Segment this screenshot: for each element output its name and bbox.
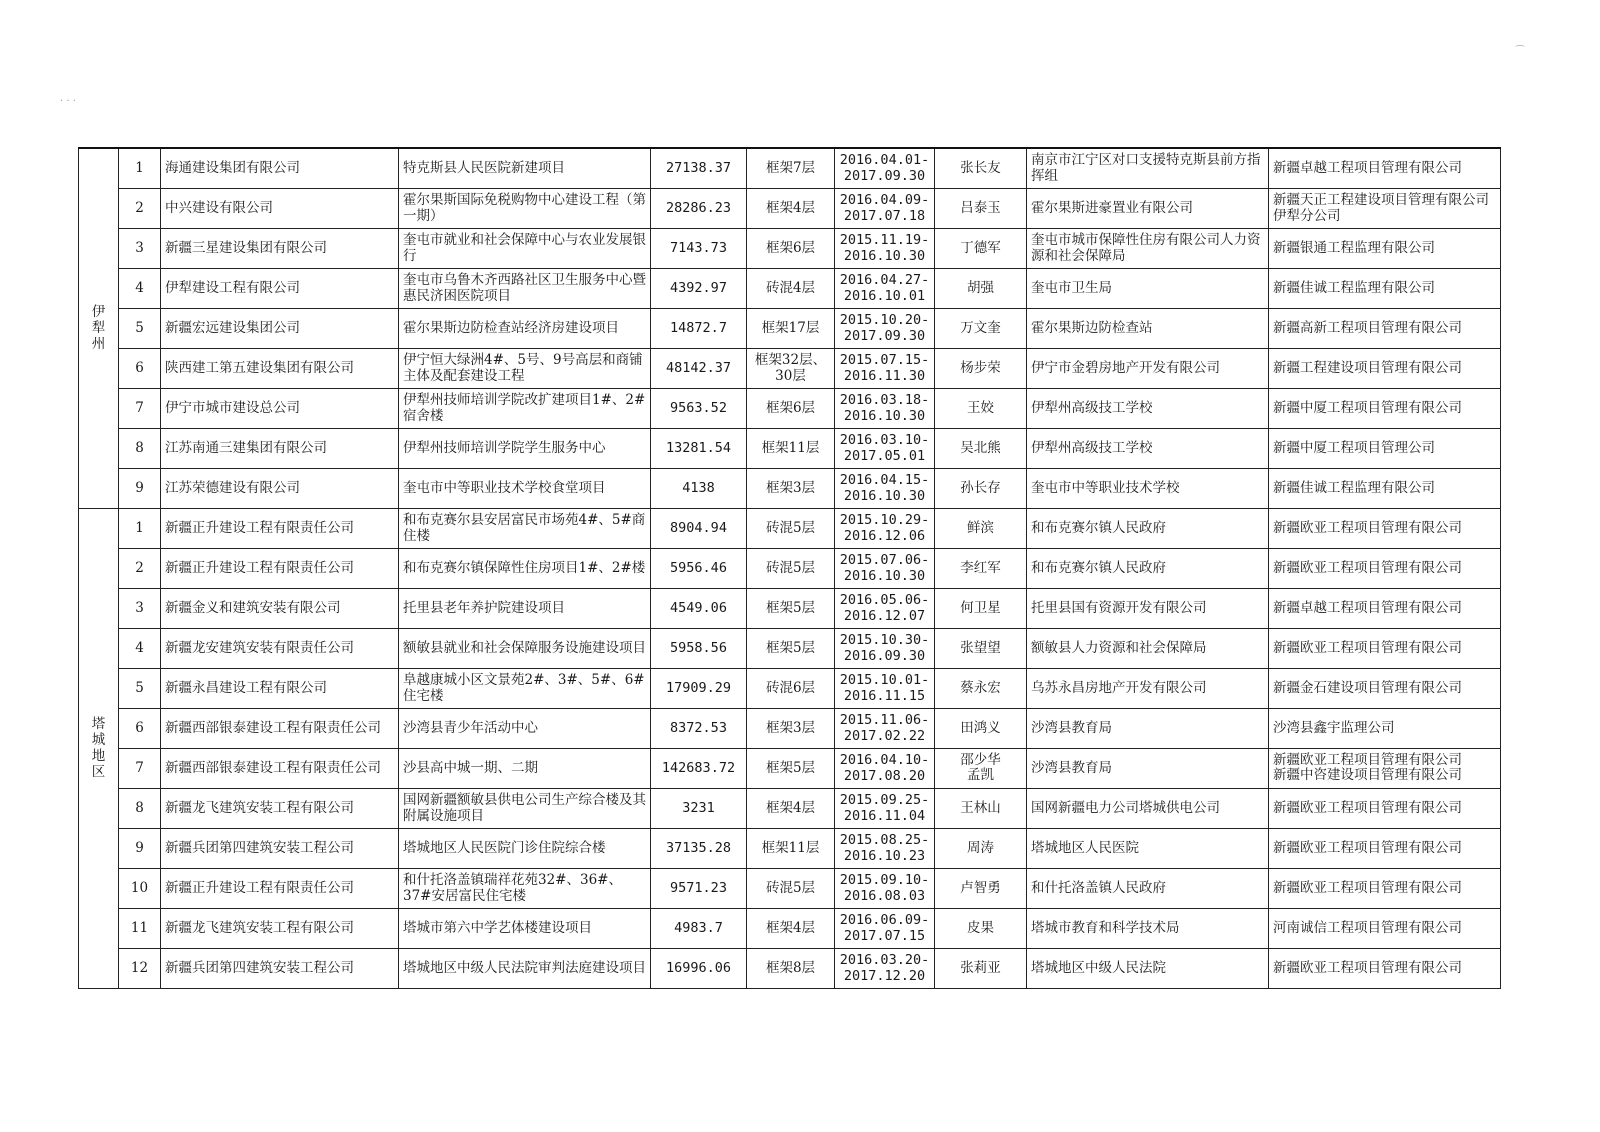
period-cell: 2016.04.15- 2016.10.30	[835, 468, 935, 508]
period-cell: 2015.10.01- 2016.11.15	[835, 668, 935, 708]
manager-cell: 吴北熊	[935, 428, 1027, 468]
structure-cell: 框架32层、30层	[747, 348, 835, 388]
contractor-cell: 新疆龙飞建筑安装工程有限公司	[161, 908, 399, 948]
area-cell: 8372.53	[651, 708, 747, 748]
area-cell: 28286.23	[651, 188, 747, 228]
structure-cell: 框架5层	[747, 628, 835, 668]
table-row	[79, 468, 1501, 508]
owner-cell: 和布克赛尔镇人民政府	[1027, 548, 1269, 588]
structure-cell: 砖混4层	[747, 268, 835, 308]
row-number: 2	[119, 188, 161, 228]
project-cell: 伊宁恒大绿洲4#、5号、9号高层和商铺主体及配套建设工程	[399, 348, 651, 388]
row-number: 3	[119, 228, 161, 268]
structure-cell: 框架17层	[747, 308, 835, 348]
period-cell: 2016.06.09- 2017.07.15	[835, 908, 935, 948]
row-number: 7	[119, 748, 161, 788]
manager-cell: 邵少华 孟凯	[935, 748, 1027, 788]
owner-cell: 托里县国有资源开发有限公司	[1027, 588, 1269, 628]
period-cell: 2016.03.18- 2016.10.30	[835, 388, 935, 428]
owner-cell: 额敏县人力资源和社会保障局	[1027, 628, 1269, 668]
owner-cell: 沙湾县教育局	[1027, 748, 1269, 788]
region-cell	[79, 148, 119, 508]
supervisor-cell: 新疆欧亚工程项目管理有限公司 新疆中咨建设项目管理有限公司	[1269, 748, 1501, 788]
supervisor-cell: 新疆欧亚工程项目管理有限公司	[1269, 948, 1501, 988]
project-cell: 奎屯市就业和社会保障中心与农业发展银行	[399, 228, 651, 268]
manager-cell: 王林山	[935, 788, 1027, 828]
table-row	[79, 548, 1501, 588]
structure-cell: 框架11层	[747, 428, 835, 468]
supervisor-cell: 新疆佳诚工程监理有限公司	[1269, 268, 1501, 308]
area-cell: 14872.7	[651, 308, 747, 348]
project-cell: 塔城市第六中学艺体楼建设项目	[399, 908, 651, 948]
period-cell: 2015.07.15- 2016.11.30	[835, 348, 935, 388]
owner-cell: 奎屯市城市保障性住房有限公司人力资源和社会保障局	[1027, 228, 1269, 268]
supervisor-cell: 新疆欧亚工程项目管理有限公司	[1269, 508, 1501, 548]
manager-cell: 蔡永宏	[935, 668, 1027, 708]
supervisor-cell: 新疆卓越工程项目管理有限公司	[1269, 148, 1501, 188]
row-number: 9	[119, 828, 161, 868]
region-label: 塔城地区	[91, 716, 106, 780]
area-cell: 3231	[651, 788, 747, 828]
table-row	[79, 588, 1501, 628]
project-cell: 塔城地区人民医院门诊住院综合楼	[399, 828, 651, 868]
structure-cell: 框架4层	[747, 188, 835, 228]
area-cell: 9563.52	[651, 388, 747, 428]
contractor-cell: 中兴建设有限公司	[161, 188, 399, 228]
area-cell: 5958.56	[651, 628, 747, 668]
supervisor-cell: 新疆佳诚工程监理有限公司	[1269, 468, 1501, 508]
table-row	[79, 708, 1501, 748]
owner-cell: 伊犁州高级技工学校	[1027, 388, 1269, 428]
contractor-cell: 新疆龙飞建筑安装工程有限公司	[161, 788, 399, 828]
period-cell: 2015.09.25- 2016.11.04	[835, 788, 935, 828]
table-row	[79, 788, 1501, 828]
manager-cell: 张长友	[935, 148, 1027, 188]
project-cell: 霍尔果斯国际免税购物中心建设工程（第一期）	[399, 188, 651, 228]
structure-cell: 框架5层	[747, 588, 835, 628]
structure-cell: 砖混5层	[747, 868, 835, 908]
contractor-cell: 新疆正升建设工程有限责任公司	[161, 548, 399, 588]
area-cell: 13281.54	[651, 428, 747, 468]
area-cell: 37135.28	[651, 828, 747, 868]
project-cell: 和布克赛尔镇保障性住房项目1#、2#楼	[399, 548, 651, 588]
area-cell: 4392.97	[651, 268, 747, 308]
contractor-cell: 新疆金义和建筑安装有限公司	[161, 588, 399, 628]
manager-cell: 王姣	[935, 388, 1027, 428]
area-cell: 17909.29	[651, 668, 747, 708]
project-cell: 和什托洛盖镇瑞祥花苑32#、36#、37#安居富民住宅楼	[399, 868, 651, 908]
row-number: 1	[119, 148, 161, 188]
scan-speck-top-right: ⌒	[1515, 46, 1525, 57]
project-cell: 托里县老年养护院建设项目	[399, 588, 651, 628]
supervisor-cell: 新疆中厦工程项目管理有限公司	[1269, 388, 1501, 428]
period-cell: 2015.07.06- 2016.10.30	[835, 548, 935, 588]
row-number: 12	[119, 948, 161, 988]
structure-cell: 框架5层	[747, 748, 835, 788]
project-cell: 额敏县就业和社会保障服务设施建设项目	[399, 628, 651, 668]
contractor-cell: 新疆龙安建筑安装有限责任公司	[161, 628, 399, 668]
scan-speck-top-left: · · ·	[60, 96, 76, 107]
row-number: 10	[119, 868, 161, 908]
area-cell: 5956.46	[651, 548, 747, 588]
area-cell: 142683.72	[651, 748, 747, 788]
owner-cell: 沙湾县教育局	[1027, 708, 1269, 748]
manager-cell: 卢智勇	[935, 868, 1027, 908]
project-cell: 伊犁州技师培训学院学生服务中心	[399, 428, 651, 468]
supervisor-cell: 新疆天正工程建设项目管理有限公司伊犁分公司	[1269, 188, 1501, 228]
owner-cell: 和什托洛盖镇人民政府	[1027, 868, 1269, 908]
owner-cell: 伊犁州高级技工学校	[1027, 428, 1269, 468]
table-row	[79, 748, 1501, 788]
contractor-cell: 新疆西部银泰建设工程有限责任公司	[161, 748, 399, 788]
region-cell	[79, 508, 119, 988]
manager-cell: 胡强	[935, 268, 1027, 308]
project-cell: 和布克赛尔县安居富民市场苑4#、5#商住楼	[399, 508, 651, 548]
structure-cell: 框架6层	[747, 228, 835, 268]
period-cell: 2016.04.10- 2017.08.20	[835, 748, 935, 788]
owner-cell: 塔城地区人民医院	[1027, 828, 1269, 868]
supervisor-cell: 新疆卓越工程项目管理有限公司	[1269, 588, 1501, 628]
contractor-cell: 伊宁市城市建设总公司	[161, 388, 399, 428]
contractor-cell: 新疆西部银泰建设工程有限责任公司	[161, 708, 399, 748]
structure-cell: 砖混6层	[747, 668, 835, 708]
contractor-cell: 新疆兵团第四建筑安装工程公司	[161, 948, 399, 988]
supervisor-cell: 新疆中厦工程项目管理公司	[1269, 428, 1501, 468]
row-number: 5	[119, 308, 161, 348]
period-cell: 2015.11.06- 2017.02.22	[835, 708, 935, 748]
project-cell: 奎屯市中等职业技术学校食堂项目	[399, 468, 651, 508]
structure-cell: 框架6层	[747, 388, 835, 428]
supervisor-cell: 新疆金石建设项目管理有限公司	[1269, 668, 1501, 708]
area-cell: 4983.7	[651, 908, 747, 948]
project-cell: 阜越康城小区文景苑2#、3#、5#、6#住宅楼	[399, 668, 651, 708]
manager-cell: 田鸿义	[935, 708, 1027, 748]
owner-cell: 奎屯市卫生局	[1027, 268, 1269, 308]
area-cell: 9571.23	[651, 868, 747, 908]
period-cell: 2016.04.09- 2017.07.18	[835, 188, 935, 228]
table-row	[79, 628, 1501, 668]
area-cell: 48142.37	[651, 348, 747, 388]
row-number: 8	[119, 788, 161, 828]
contractor-cell: 新疆正升建设工程有限责任公司	[161, 868, 399, 908]
project-cell: 沙县高中城一期、二期	[399, 748, 651, 788]
supervisor-cell: 新疆高新工程项目管理有限公司	[1269, 308, 1501, 348]
supervisor-cell: 新疆欧亚工程项目管理有限公司	[1269, 548, 1501, 588]
owner-cell: 乌苏永昌房地产开发有限公司	[1027, 668, 1269, 708]
project-cell: 奎屯市乌鲁木齐西路社区卫生服务中心暨惠民济困医院项目	[399, 268, 651, 308]
structure-cell: 框架4层	[747, 788, 835, 828]
table-row	[79, 228, 1501, 268]
period-cell: 2015.10.29- 2016.12.06	[835, 508, 935, 548]
period-cell: 2016.04.27- 2016.10.01	[835, 268, 935, 308]
manager-cell: 何卫星	[935, 588, 1027, 628]
owner-cell: 奎屯市中等职业技术学校	[1027, 468, 1269, 508]
owner-cell: 塔城地区中级人民法院	[1027, 948, 1269, 988]
contractor-cell: 江苏南通三建集团有限公司	[161, 428, 399, 468]
owner-cell: 霍尔果斯边防检查站	[1027, 308, 1269, 348]
row-number: 9	[119, 468, 161, 508]
contractor-cell: 新疆正升建设工程有限责任公司	[161, 508, 399, 548]
period-cell: 2015.10.30- 2016.09.30	[835, 628, 935, 668]
table-row	[79, 388, 1501, 428]
period-cell: 2016.03.10- 2017.05.01	[835, 428, 935, 468]
supervisor-cell: 河南诚信工程项目管理有限公司	[1269, 908, 1501, 948]
table-row	[79, 188, 1501, 228]
owner-cell: 和布克赛尔镇人民政府	[1027, 508, 1269, 548]
area-cell: 4138	[651, 468, 747, 508]
row-number: 5	[119, 668, 161, 708]
project-cell: 沙湾县青少年活动中心	[399, 708, 651, 748]
owner-cell: 南京市江宁区对口支援特克斯县前方指挥组	[1027, 148, 1269, 188]
table-row	[79, 668, 1501, 708]
area-cell: 16996.06	[651, 948, 747, 988]
structure-cell: 框架3层	[747, 468, 835, 508]
structure-cell: 砖混5层	[747, 508, 835, 548]
project-table-body	[79, 148, 1501, 988]
owner-cell: 国网新疆电力公司塔城供电公司	[1027, 788, 1269, 828]
structure-cell: 砖混5层	[747, 548, 835, 588]
row-number: 4	[119, 268, 161, 308]
owner-cell: 塔城市教育和科学技术局	[1027, 908, 1269, 948]
supervisor-cell: 新疆欧亚工程项目管理有限公司	[1269, 828, 1501, 868]
contractor-cell: 伊犁建设工程有限公司	[161, 268, 399, 308]
manager-cell: 李红军	[935, 548, 1027, 588]
contractor-cell: 江苏荣德建设有限公司	[161, 468, 399, 508]
contractor-cell: 新疆兵团第四建筑安装工程公司	[161, 828, 399, 868]
supervisor-cell: 新疆欧亚工程项目管理有限公司	[1269, 628, 1501, 668]
period-cell: 2015.08.25- 2016.10.23	[835, 828, 935, 868]
row-number: 6	[119, 348, 161, 388]
manager-cell: 丁德军	[935, 228, 1027, 268]
contractor-cell: 陕西建工第五建设集团有限公司	[161, 348, 399, 388]
contractor-cell: 海通建设集团有限公司	[161, 148, 399, 188]
region-label: 伊犁州	[91, 304, 106, 353]
project-cell: 塔城地区中级人民法院审判法庭建设项目	[399, 948, 651, 988]
manager-cell: 万文奎	[935, 308, 1027, 348]
project-cell: 霍尔果斯边防检查站经济房建设项目	[399, 308, 651, 348]
manager-cell: 孙长存	[935, 468, 1027, 508]
table-row	[79, 948, 1501, 988]
structure-cell: 框架8层	[747, 948, 835, 988]
row-number: 1	[119, 508, 161, 548]
manager-cell: 张莉亚	[935, 948, 1027, 988]
area-cell: 4549.06	[651, 588, 747, 628]
contractor-cell: 新疆三星建设集团有限公司	[161, 228, 399, 268]
manager-cell: 吕泰玉	[935, 188, 1027, 228]
area-cell: 7143.73	[651, 228, 747, 268]
manager-cell: 杨步荣	[935, 348, 1027, 388]
supervisor-cell: 新疆欧亚工程项目管理有限公司	[1269, 868, 1501, 908]
manager-cell: 皮果	[935, 908, 1027, 948]
period-cell: 2015.10.20- 2017.09.30	[835, 308, 935, 348]
owner-cell: 伊宁市金碧房地产开发有限公司	[1027, 348, 1269, 388]
structure-cell: 框架7层	[747, 148, 835, 188]
row-number: 3	[119, 588, 161, 628]
table-row	[79, 308, 1501, 348]
period-cell: 2016.05.06- 2016.12.07	[835, 588, 935, 628]
table-row	[79, 148, 1501, 188]
contractor-cell: 新疆宏远建设集团公司	[161, 308, 399, 348]
period-cell: 2015.09.10- 2016.08.03	[835, 868, 935, 908]
row-number: 8	[119, 428, 161, 468]
supervisor-cell: 新疆欧亚工程项目管理有限公司	[1269, 788, 1501, 828]
table-row	[79, 268, 1501, 308]
table-row	[79, 908, 1501, 948]
table-row	[79, 348, 1501, 388]
table-row	[79, 868, 1501, 908]
row-number: 6	[119, 708, 161, 748]
table-row	[79, 428, 1501, 468]
row-number: 4	[119, 628, 161, 668]
manager-cell: 鲜滨	[935, 508, 1027, 548]
contractor-cell: 新疆永昌建设工程有限公司	[161, 668, 399, 708]
area-cell: 8904.94	[651, 508, 747, 548]
manager-cell: 张望望	[935, 628, 1027, 668]
row-number: 11	[119, 908, 161, 948]
structure-cell: 框架4层	[747, 908, 835, 948]
period-cell: 2016.04.01- 2017.09.30	[835, 148, 935, 188]
project-cell: 特克斯县人民医院新建项目	[399, 148, 651, 188]
project-table	[78, 147, 1501, 989]
owner-cell: 霍尔果斯进豪置业有限公司	[1027, 188, 1269, 228]
area-cell: 27138.37	[651, 148, 747, 188]
project-cell: 伊犁州技师培训学院改扩建项目1#、2#宿舍楼	[399, 388, 651, 428]
row-number: 2	[119, 548, 161, 588]
period-cell: 2015.11.19- 2016.10.30	[835, 228, 935, 268]
supervisor-cell: 沙湾县鑫宇监理公司	[1269, 708, 1501, 748]
table-row	[79, 828, 1501, 868]
project-cell: 国网新疆额敏县供电公司生产综合楼及其附属设施项目	[399, 788, 651, 828]
structure-cell: 框架11层	[747, 828, 835, 868]
table-row	[79, 508, 1501, 548]
manager-cell: 周涛	[935, 828, 1027, 868]
supervisor-cell: 新疆银通工程监理有限公司	[1269, 228, 1501, 268]
structure-cell: 框架3层	[747, 708, 835, 748]
supervisor-cell: 新疆工程建设项目管理有限公司	[1269, 348, 1501, 388]
row-number: 7	[119, 388, 161, 428]
period-cell: 2016.03.20- 2017.12.20	[835, 948, 935, 988]
